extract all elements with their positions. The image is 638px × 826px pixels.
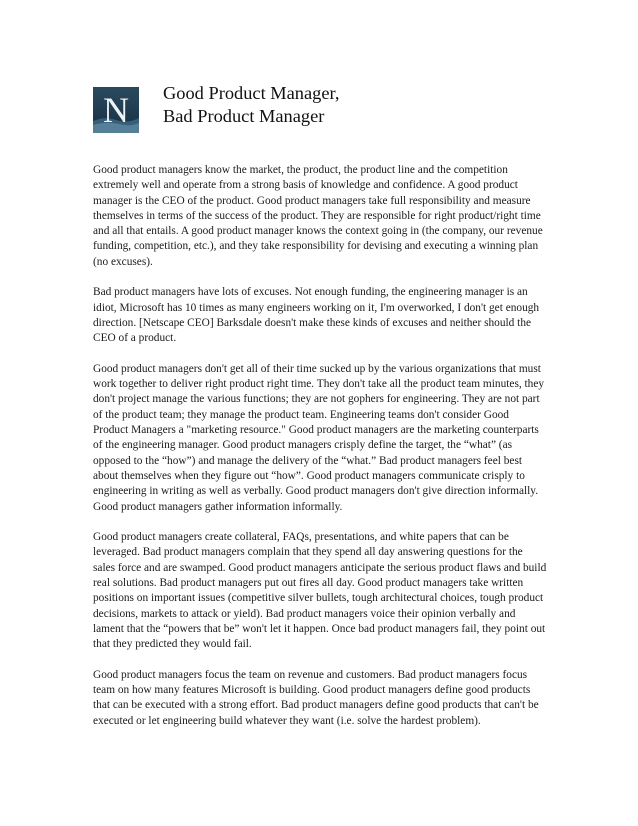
document-body	[93, 163, 547, 744]
page-title	[163, 82, 340, 128]
netscape-logo-icon	[93, 87, 139, 133]
paragraph: Good product managers know the market, the product, the product line and the competition extremely well and operate from a strong basis of knowledge and confidence. A good product manager is the CEO of the product. Good product managers take full responsibility and measure themselves in terms of the success of the product. They are responsible for right product/right time and all that entails. A good product manager knows the context going in (the company, our revenue funding, competition, etc.), and they take responsibility for devising and executing a winning plan (no excuses).	[93, 164, 543, 268]
paragraph: Good product managers don't get all of their time sucked up by the various organizations that must work together to deliver right product right time. They don't take all the product team minutes, they don't project manage the various functions; they are not gophers for engineering. They are not part of the product team; they manage the product team. Engineering teams don't consider Good Product Managers a "marketing resource." Good product managers are the marketing counterparts of the engineering manager. Good product managers crisply define the target, the “what” (as opposed to the “how”) and manage the delivery of the “what.” Bad product managers feel best about themselves when they figure out “how”. Good product managers communicate crisply to engineering in writing as well as verbally. Good product managers don't give direction informally. Good product managers gather information informally.	[93, 362, 545, 513]
paragraph: Bad product managers have lots of excuses. Not enough funding, the engineering manager is an idiot, Microsoft has 10 times as many engineers working on it, I'm overworked, I don't get enough direction. [Netscape CEO] Barksdale doesn't make these kinds of excuses and neither should the CEO of a product.	[93, 286, 540, 345]
netscape-logo-graphic	[93, 87, 139, 133]
paragraph: Good product managers create collateral, FAQs, presentations, and white papers that can be leveraged. Bad product managers complain that they spend all day answering questions for the sales force and are swamped. Good product managers anticipate the serious product flaws and build real solutions. Bad product managers put out fires all day. Good product managers take written positions on important issues (competitive silver bullets, tough architectural choices, tough product decisions, markets to attack or yield). Bad product managers voice their opinion verbally and lament that the “powers that be” won't let it happen. Once bad product managers fail, they point out that they predicted they would fail.	[93, 531, 547, 651]
logo-letter: N	[103, 90, 129, 130]
document-header	[93, 79, 340, 139]
title-line-1: Good Product Manager,	[163, 83, 340, 103]
title-line-2: Bad Product Manager	[163, 106, 325, 126]
paragraph: Good product managers focus the team on revenue and customers. Bad product managers focus team on how many features Microsoft is building. Good product managers define good products that can be executed with a strong effort. Bad product managers define good products that can't be executed or let engineering build whatever they want (i.e. solve the hardest problem).	[93, 668, 539, 727]
